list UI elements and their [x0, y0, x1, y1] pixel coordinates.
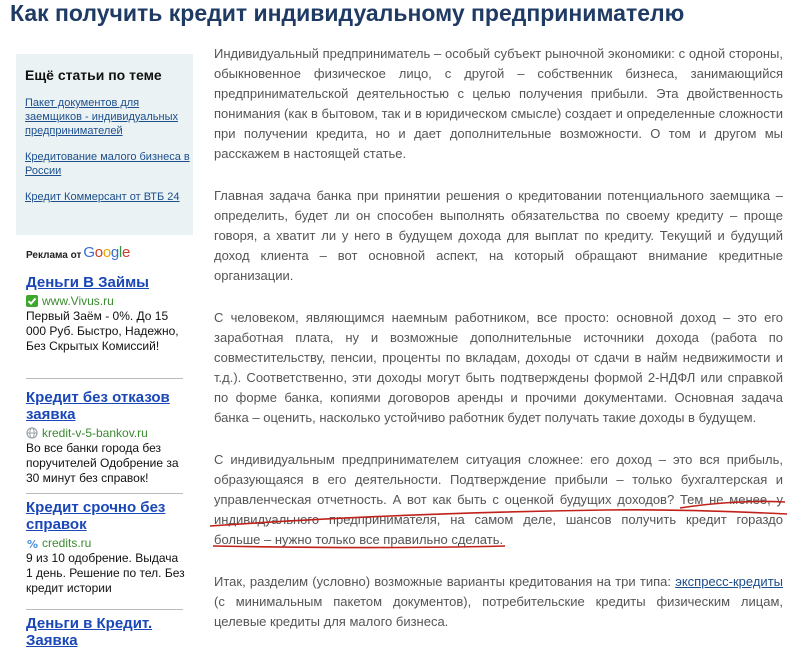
article-paragraph: С человеком, являющимся наемным работником, все просто: основной доход – это его заработная плата, ну и возможные дополнительные источники дохода (работа по совместительству, пенсии, проценты по вкладам, доходы от сдачи в найм недвижимости и т.д.). Соответственно, эти доходы могут быть подтверждены формой 2-НДФЛ или справкой по форме банка, копиями договоров аренды и прочими документами. Основная задача банка – оценить, насколько устойчиво работник будет получать такие доходы в будущем.	[214, 310, 783, 425]
ad-url: credits.ru	[42, 535, 92, 550]
ad-divider	[26, 609, 183, 610]
article-text: (с минимальным пакетом документов), потребительские кредиты физическим лицам, целевые кредиты для малого бизнеса.	[214, 594, 783, 629]
related-link-small-business[interactable]: Кредитование малого бизнеса в России	[25, 151, 190, 177]
related-link-kommersant[interactable]: Кредит Коммерсант от ВТБ 24	[25, 191, 180, 203]
ad-url-row[interactable]	[26, 293, 186, 308]
vivus-favicon-icon	[26, 295, 38, 307]
ad-title[interactable]: Деньги в Кредит. Заявка	[26, 615, 153, 649]
ads-label: Реклама от	[26, 250, 82, 261]
article-paragraph: Главная задача банка при принятии решения о кредитовании потенциального заемщика – определить, будет ли он способен выполнять обязательства по своему кредиту – проще говоря, а хватит ли у него в будущем дохода для выплат по кредиту. Текущий и будущий доход клиента – вот основной аспект, на который обращают внимание кредитные организации.	[214, 188, 783, 283]
percent-icon	[26, 537, 38, 549]
page-title: Как получить кредит индивидуальному предпринимателю	[10, 0, 685, 26]
express-credit-link[interactable]: экспресс-кредиты	[675, 574, 783, 589]
ad-item	[26, 615, 186, 649]
ad-title[interactable]: Кредит срочно без справок	[26, 499, 166, 533]
related-heading: Ещё статьи по теме	[25, 67, 162, 83]
ad-url: kredit-v-5-bankov.ru	[42, 425, 148, 440]
ad-description: 9 из 10 одобрение. Выдача 1 день. Решение по тел. Без кредит истории	[26, 551, 185, 595]
svg-text:%: %	[27, 537, 38, 549]
ad-url-row[interactable]	[26, 535, 186, 550]
related-link-documents[interactable]: Пакет документов для заемщиков - индивидуальных предпринимателей	[25, 97, 179, 137]
ad-description: Первый Заём - 0%. До 15 000 Руб. Быстро, Надежно, Без Скрытых Комиссий!	[26, 309, 179, 353]
ad-url-row[interactable]	[26, 425, 186, 440]
globe-icon	[26, 427, 38, 439]
ad-description: Во все банки города без поручителей Одобрение за 30 минут без справок!	[26, 441, 179, 485]
ad-url: www.Vivus.ru	[42, 293, 114, 308]
google-logo-icon[interactable]: Google	[83, 244, 130, 261]
ad-divider	[26, 378, 183, 379]
ads-block	[26, 243, 186, 649]
related-articles-box	[16, 54, 193, 235]
ad-item	[26, 499, 186, 596]
ad-title[interactable]: Деньги В Займы	[26, 274, 149, 291]
article-paragraph	[214, 572, 783, 632]
ad-item	[26, 274, 186, 354]
red-underline-annotation	[205, 490, 795, 550]
ads-header	[26, 243, 186, 261]
article-paragraph: Индивидуальный предприниматель – особый субъект рыночной экономики: с одной стороны, обыкновенное физическое лицо, с другой – собственник бизнеса, занимающийся предпринимательской деятельностью с целью получения прибыли. Эта двойственность понимания (как в бытовом, так и в юридическом смысле) создает и определенные сложности при получении кредита, но и дает дополнительные возможности. О том и другом мы расскажем в настоящей статье.	[214, 46, 783, 161]
article-body	[214, 44, 783, 654]
ad-item	[26, 389, 186, 486]
ad-title[interactable]: Кредит без отказов заявка	[26, 389, 170, 423]
ad-divider	[26, 493, 183, 494]
article-paragraph: С индивидуальным предпринимателем ситуация сложнее: его доход – это вся прибыль, образующаяся в его деятельности. Подтверждение прибыли – только бухгалтерская и управленческая отчетность. А вот как быть с оценкой будущих доходов? Тем не менее, у индивидуального предпринимателя, на самом деле, шансов получить кредит гораздо больше – нужно только все правильно сделать.	[214, 452, 783, 547]
article-text: Итак, разделим (условно) возможные варианты кредитования на три типа:	[214, 574, 676, 589]
